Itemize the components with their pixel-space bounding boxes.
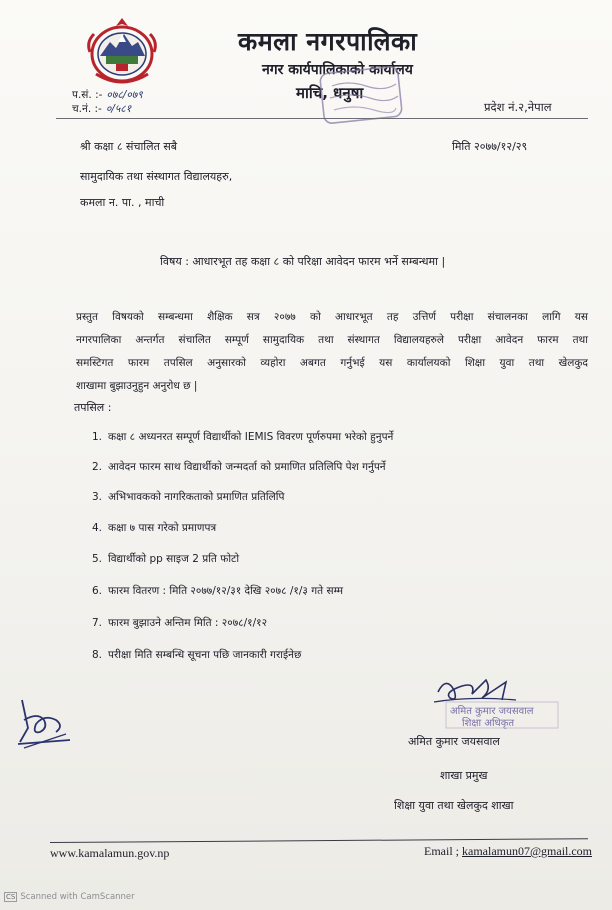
list-item-text: फारम बुझाउने अन्तिम मिति : २०७८/१/१२ (108, 617, 268, 629)
province-label: प्रदेश नं.२,नेपाल (484, 100, 552, 114)
scanner-badge: CS (6, 893, 16, 901)
footer-divider (50, 838, 588, 843)
list-item-number: 7. (92, 617, 103, 629)
list-item-text: कक्षा ८ अध्यनरत सम्पूर्ण विद्यार्थीको IEMIS विवरण पूर्णरुपमा भरेको हुनुपर्ने (108, 431, 394, 443)
nepal-emblem-icon (82, 12, 162, 90)
letter-subject: विषय : आधारभूत तह कक्षा ८ को परिक्षा आवेदन फारम भर्ने सम्बन्धमा | (160, 255, 446, 268)
office-name: नगर कार्यपालिकाको कार्यालय (262, 62, 413, 78)
list-item (92, 584, 343, 598)
office-stamp-icon (318, 66, 404, 124)
body-line-2: नगरपालिका अन्तर्गत संचालित सम्पूर्ण सामुदायिक तथा संस्थागत विद्यालयहरुले परीक्षा आवेदन फारम तथा (76, 334, 588, 346)
website-link[interactable]: www.kamalamun.gov.np (50, 846, 170, 860)
reference-cn-value: ०/५८१ (105, 103, 132, 115)
stamp-name-text: अमित कुमार जयसवाल (450, 706, 534, 717)
list-item (92, 552, 239, 566)
list-item-number: 2. (92, 461, 103, 473)
reference-cn (72, 102, 131, 116)
list-item-text: फारम वितरण : मिति २०७७/१२/३१ देखि २०७८ /१/३ गते सम्म (108, 585, 343, 597)
body-line-1: प्रस्तुत विषयको सम्बन्धमा शैक्षिक सत्र २०७७ को आधारभूत तह उत्तिर्ण परीक्षा संचालनका लागि यस (76, 311, 588, 323)
list-item (92, 616, 267, 630)
signatory-name: अमित कुमार जयसवाल (408, 735, 500, 748)
list-item-number: 6. (92, 585, 103, 597)
list-item-text: आवेदन फारम साथ विद्यार्थीको जन्मदर्ता को प्रमाणित प्रतिलिपि पेश गर्नुपर्ने (108, 461, 386, 473)
list-item (92, 430, 393, 444)
list-item (92, 648, 301, 662)
list-item-number: 8. (92, 649, 103, 661)
list-item-number: 3. (92, 491, 103, 503)
list-item (92, 460, 386, 474)
list-item-number: 4. (92, 522, 103, 534)
reference-cn-label: च.नं. :- (72, 103, 102, 115)
addressee-line-3: कमला न. पा. , माची (80, 196, 165, 209)
list-item-number: 5. (92, 553, 103, 565)
letter-date: मिति २०७७/१२/२९ (452, 140, 528, 153)
office-location: माचि, धनुषा (296, 84, 364, 102)
body-line-3: समस्टिगत फारम तपसिल अनुसारको व्यहोरा अबगत गर्नुभई यस कार्यालयको शिक्षा युवा तथा खेलकुद (76, 357, 588, 369)
handwritten-signature-icon (432, 672, 562, 730)
list-item-text: अभिभावकको नागरिकताको प्रमाणित प्रतिलिपि (108, 491, 285, 503)
header-divider (56, 118, 588, 119)
organization-title: कमला नगरपालिका (238, 27, 418, 56)
list-item (92, 521, 216, 535)
addressee-line-1: श्री कक्षा ८ संचालित सबै (80, 140, 178, 153)
reference-ps-label: प.सं. :- (72, 89, 103, 101)
list-item (92, 490, 284, 504)
footer-email (424, 844, 592, 859)
body-paragraph (76, 306, 588, 398)
reference-ps-value: ०७८/०७९ (106, 89, 143, 101)
signatory-branch: शिक्षा युवा तथा खेलकुद शाखा (394, 799, 514, 812)
details-heading: तपसिल : (74, 401, 112, 414)
list-item-number: 1. (92, 431, 103, 443)
body-line-4: शाखामा बुझाउनुहुन अनुरोध छ | (76, 380, 198, 392)
email-link[interactable]: kamalamun07@gmail.com (462, 844, 593, 858)
signatory-post: शाखा प्रमुख (440, 769, 488, 782)
scanner-watermark (4, 892, 135, 902)
email-label: Email ; (424, 844, 462, 858)
list-item-text: कक्षा ७ पास गरेको प्रमाणपत्र (108, 522, 217, 534)
addressee-line-2: सामुदायिक तथा संस्थागत विद्यालयहरु, (80, 170, 233, 183)
handwritten-initial-icon (14, 690, 76, 750)
scanner-text: Scanned with CamScanner (20, 892, 135, 902)
stamp-post-text: शिक्षा अधिकृत (462, 718, 515, 729)
reference-ps (72, 88, 143, 102)
list-item-text: विद्यार्थीको pp साइज 2 प्रति फोटो (108, 553, 240, 565)
list-item-text: परीक्षा मिति सम्बन्धि सूचना पछि जानकारी गराईनेछ (108, 649, 302, 661)
